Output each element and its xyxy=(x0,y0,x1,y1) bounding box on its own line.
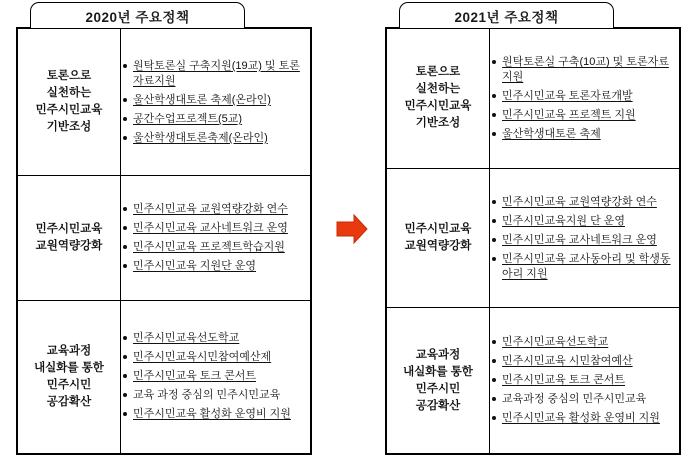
category-cell xyxy=(387,29,490,169)
list-item-text: 교육과정 중심의 민주시민교육 xyxy=(502,393,647,406)
category-line: 민주시민교육 xyxy=(35,222,103,235)
category-line: 공감확산 xyxy=(415,399,461,412)
items-cell xyxy=(490,308,680,454)
list-item-text: 울산학생대토론 축제 xyxy=(502,127,601,140)
category-cell xyxy=(18,176,121,300)
category-line: 내실화를 통한 xyxy=(34,361,104,374)
table-row xyxy=(387,29,680,169)
list-item xyxy=(490,354,679,369)
policy-panel-2020 xyxy=(6,0,320,462)
policy-panel-2021 xyxy=(375,0,689,462)
list-item-text: 민주시민교육 교사동아리 및 학생동아리 지원 xyxy=(502,252,671,280)
category-line: 공감확산 xyxy=(46,395,92,408)
list-item xyxy=(490,127,679,142)
list-item-text: 민주시민교육 프로젝트학습지원 xyxy=(133,240,285,253)
list-item-text: 울산학생대토론 축제(온라인) xyxy=(133,93,271,106)
category-line: 민주시민교육 xyxy=(35,104,103,117)
items-cell xyxy=(490,29,680,169)
category-line: 기반조성 xyxy=(46,121,92,134)
category-cell xyxy=(387,308,490,454)
category-line: 실천하는 xyxy=(46,87,92,100)
policy-table-2021 xyxy=(385,27,681,455)
policy-table-2020 xyxy=(16,27,312,455)
category-line: 기반조성 xyxy=(415,117,461,130)
items-cell xyxy=(490,168,680,308)
category-line: 민주시민 xyxy=(415,382,461,395)
category-line: 실천하는 xyxy=(415,83,461,96)
list-item-text: 민주시민교육 활성화 운영비 지원 xyxy=(133,408,291,421)
list-item-text: 민주시민교육 토크 콘서트 xyxy=(133,370,256,383)
category-line: 교원역량강화 xyxy=(35,239,103,252)
list-item-text: 민주시민교육 토론자료개발 xyxy=(502,89,633,102)
table-row xyxy=(18,29,311,176)
list-item-text: 민주시민교육 교사네트워크 운영 xyxy=(133,221,288,234)
list-item xyxy=(490,335,679,350)
category-line: 내실화를 통한 xyxy=(403,365,473,378)
list-item-text: 민주시민교육시민참여예산제 xyxy=(133,351,272,364)
list-item-text: 민주시민교육 활성화 운영비 지원 xyxy=(502,412,660,425)
list-item-text: 원탁토론실 구축지원(19교) 및 토론자료지원 xyxy=(133,59,300,87)
list-item-text: 민주시민교육선도학교 xyxy=(502,336,609,349)
list-item xyxy=(490,233,679,248)
list-item xyxy=(121,331,310,346)
category-line: 교육과정 xyxy=(415,348,461,361)
list-item xyxy=(121,240,310,255)
category-cell xyxy=(387,168,490,308)
list-item-text: 민주시민교육 프로젝트 지원 xyxy=(502,108,636,121)
list-item xyxy=(490,195,679,210)
list-item xyxy=(490,252,679,282)
category-line: 민주시민 xyxy=(46,378,92,391)
list-item xyxy=(121,350,310,365)
list-item xyxy=(121,259,310,274)
panel-title-tab-2020 xyxy=(30,2,245,28)
category-line: 교육과정 xyxy=(46,344,92,357)
category-line: 교원역량강화 xyxy=(404,240,472,253)
list-item xyxy=(490,214,679,229)
list-item xyxy=(490,89,679,104)
list-item xyxy=(121,407,310,422)
list-item-text: 민주시민교육 시민참여예산 xyxy=(502,355,633,368)
panel-title-2021: 2021년 주요정책 xyxy=(454,9,559,25)
list-item-text: 민주시민교육 토크 콘서트 xyxy=(502,374,625,387)
red-right-arrow-icon xyxy=(335,212,369,246)
list-item xyxy=(121,93,310,108)
panel-title-2020: 2020년 주요정책 xyxy=(85,9,190,25)
list-item-text: 울산학생대토론축제(온라인) xyxy=(133,131,268,144)
list-item xyxy=(121,388,310,403)
list-item xyxy=(121,131,310,146)
category-line: 민주시민교육 xyxy=(404,100,472,113)
category-line: 토론으로 xyxy=(415,66,461,79)
list-item-text: 원탁토론실 구축(10교) 및 토론자료지원 xyxy=(502,55,669,83)
table-row xyxy=(18,300,311,453)
list-item xyxy=(490,108,679,123)
items-cell xyxy=(121,300,311,453)
list-item xyxy=(490,373,679,388)
list-item xyxy=(121,59,310,89)
category-cell xyxy=(18,29,121,176)
list-item-text: 민주시민교육선도학교 xyxy=(133,332,240,345)
table-row xyxy=(387,308,680,454)
list-item xyxy=(490,55,679,85)
list-item xyxy=(121,369,310,384)
list-item-text: 교육 과정 중심의 민주시민교육 xyxy=(133,389,281,402)
list-item xyxy=(121,221,310,236)
list-item-text: 민주시민교육 교원역량강화 연수 xyxy=(502,195,657,208)
list-item-text: 민주시민교육지원 단 운영 xyxy=(502,214,625,227)
list-item xyxy=(490,411,679,426)
table-row xyxy=(18,176,311,300)
items-cell xyxy=(121,29,311,176)
panel-title-tab-2021 xyxy=(399,2,614,28)
list-item xyxy=(121,112,310,127)
list-item-text: 민주시민교육 교사네트워크 운영 xyxy=(502,233,657,246)
list-item xyxy=(490,392,679,407)
category-cell xyxy=(18,300,121,453)
category-line: 민주시민교육 xyxy=(404,223,472,236)
list-item-text: 공간수업프로젝트(5교) xyxy=(133,112,243,125)
category-line: 토론으로 xyxy=(46,70,92,83)
list-item-text: 민주시민교육 교원역량강화 연수 xyxy=(133,202,288,215)
list-item xyxy=(121,202,310,217)
list-item-text: 민주시민교육 지원단 운영 xyxy=(133,259,256,272)
table-row xyxy=(387,168,680,308)
items-cell xyxy=(121,176,311,300)
